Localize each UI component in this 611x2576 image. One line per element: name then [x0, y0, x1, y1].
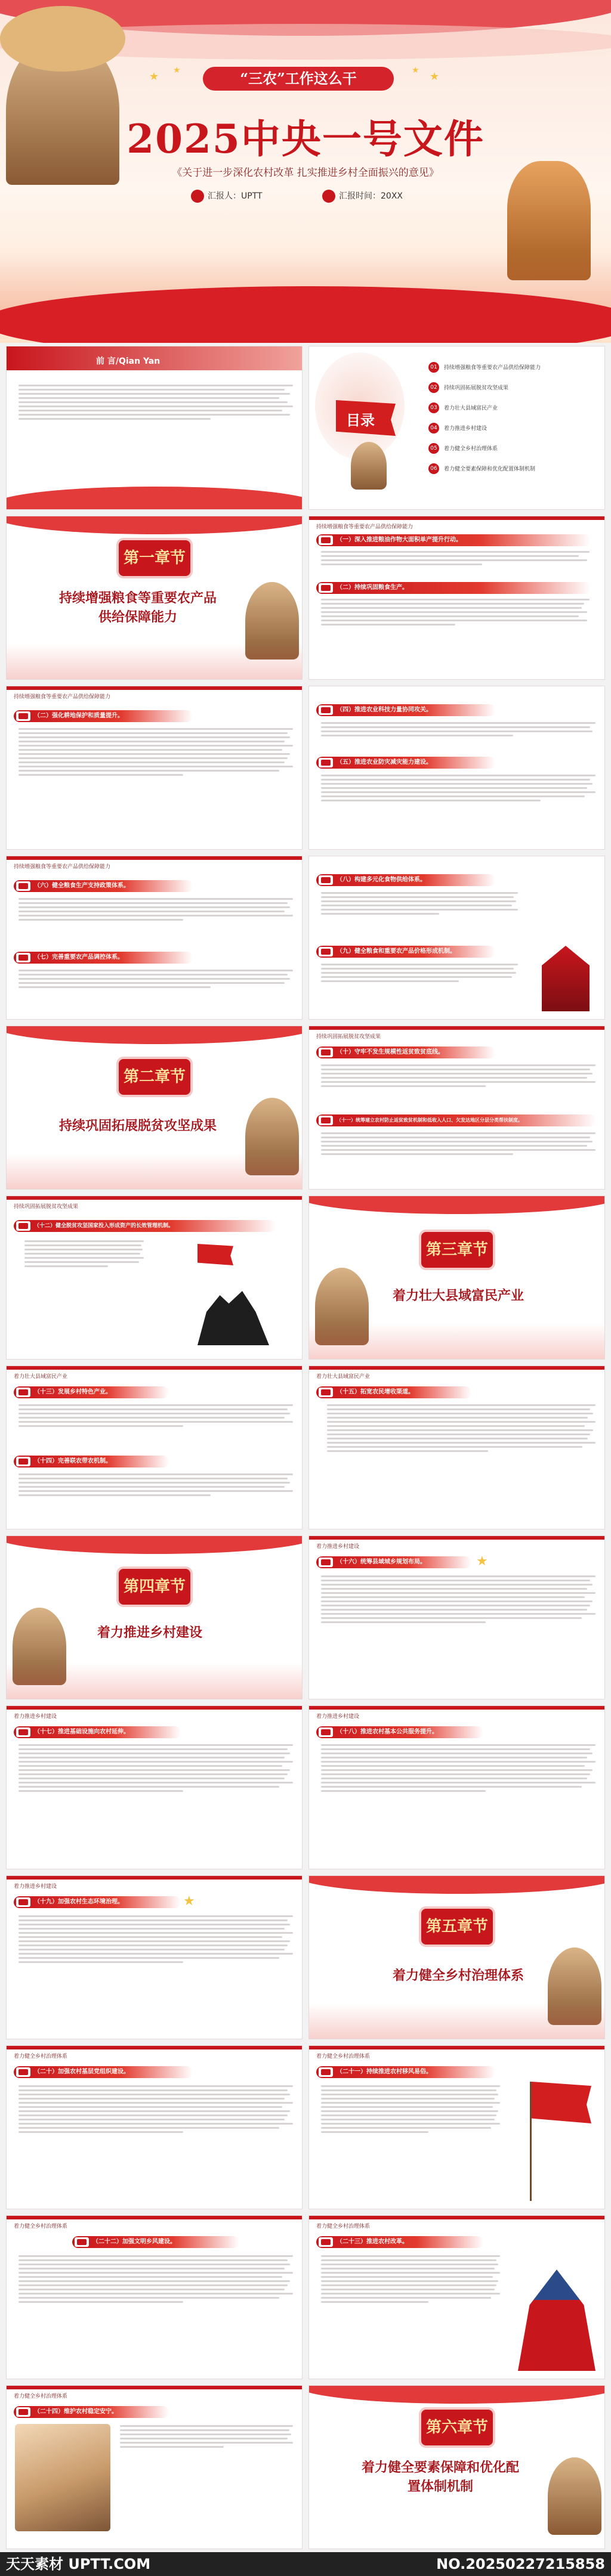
chapter2-title: 持续巩固拓展脱贫攻坚成果	[58, 1118, 217, 1134]
section-heading: （十一）统筹建立农村防止返贫致贫机制和低收入人口、欠发达地区分层分类帮扶制度。	[316, 1114, 597, 1126]
section-text	[321, 596, 590, 628]
toc-item[interactable]: 03 着力壮大县域富民产业	[428, 400, 595, 420]
toc-item[interactable]: 04 着力推进乡村建设	[428, 420, 595, 441]
chapter1-content-slide-3	[308, 686, 605, 850]
star-icon: ★	[412, 66, 419, 75]
slide-header: 持续增强粮食等重要农产品供给保障能力	[14, 864, 111, 870]
city-skyline	[7, 1663, 303, 1699]
report-date: 汇报时间：20XX	[322, 190, 403, 203]
city-skyline	[309, 1323, 605, 1359]
section-text	[18, 896, 293, 923]
section-text	[321, 2083, 500, 2135]
chapter5-content-slide-5	[6, 2385, 303, 2549]
chapter2-content-slide-2	[6, 1196, 303, 1360]
section-heading: （十三）发展乡村特色产业。	[14, 1386, 169, 1398]
preface-text	[18, 382, 293, 422]
top-wave	[308, 2385, 605, 2404]
bottom-ribbon	[0, 286, 611, 343]
section-heading: （十五）拓宽农民增收渠道。	[316, 1386, 471, 1398]
section-text	[321, 549, 590, 568]
section-text	[321, 772, 595, 804]
chapter6-title-line1: 着力健全要素保障和优化配	[361, 2460, 519, 2475]
chapter4-title: 着力推进乡村建设	[97, 1625, 202, 1640]
section-text	[321, 1130, 595, 1157]
section-text	[18, 1742, 293, 1794]
section-text	[18, 1471, 293, 1498]
star-icon: ★	[183, 1894, 195, 1909]
section-heading: （十）守牢不发生规模性返贫致贫底线。	[316, 1046, 495, 1058]
farmer-illustration	[548, 2457, 601, 2535]
city-skyline	[7, 1153, 303, 1189]
chapter4-content-slide-3	[308, 1705, 605, 1869]
top-wave	[308, 1875, 605, 1894]
flag-illustration	[532, 2082, 591, 2123]
cover-capsule: “三农”工作这么干	[203, 67, 394, 91]
section-heading: （十七）推进基础设施向农村延伸。	[14, 1726, 181, 1738]
chapter1-title-line2: 供给保障能力	[98, 609, 177, 625]
slide-header: 着力壮大县域富民产业	[14, 1374, 68, 1380]
chapter1-content-slide-2	[6, 686, 303, 850]
section-heading: （十六）统筹县域城乡规划布局。	[316, 1556, 471, 1568]
chapter1-content-slide-5	[308, 856, 605, 1020]
chapter1-title-slide	[6, 516, 303, 680]
section-text	[18, 2083, 293, 2135]
section-text	[321, 1573, 595, 1626]
site-watermark: 天天素材 UPTT.COM	[6, 2556, 151, 2572]
header-bar	[7, 2046, 302, 2049]
cover-slide	[0, 0, 611, 343]
slide-header: 着力推进乡村建设	[316, 1714, 360, 1720]
chapter3-title: 着力壮大县域富民产业	[392, 1288, 524, 1304]
chapter3-badge: 第三章节	[421, 1232, 493, 1268]
section-text	[18, 2253, 293, 2305]
chapter4-content-slide-1	[308, 1535, 605, 1699]
statue-photo	[15, 2424, 110, 2531]
chapter5-badge: 第五章节	[421, 1909, 493, 1945]
chapter5-content-slide-2	[308, 2045, 605, 2209]
section-heading: （二十四）维护农村稳定安宁。	[14, 2406, 169, 2418]
cover-title: 2025中央一号文件	[126, 116, 485, 162]
header-bar	[7, 1876, 302, 1880]
chapter5-title-slide	[308, 1875, 605, 2039]
city-skyline	[7, 643, 303, 679]
top-wave	[6, 516, 303, 534]
chapter1-content-slide-1	[308, 516, 605, 680]
section-heading: （八）构建多元化食物供给体系。	[316, 874, 495, 886]
top-wave	[6, 1026, 303, 1044]
temple-of-heaven-illustration	[518, 2270, 595, 2371]
slide-header: 着力推进乡村建设	[316, 1544, 360, 1550]
chapter1-badge: 第一章节	[119, 540, 190, 576]
header-bar	[309, 2046, 604, 2049]
toc-slide	[308, 346, 605, 510]
clock-icon	[322, 190, 335, 203]
city-skyline	[309, 2003, 605, 2039]
header-bar	[309, 1706, 604, 1710]
reporter: 汇报人：UPTT	[191, 190, 263, 203]
section-heading: （二）强化耕地保护和质量提升。	[14, 710, 193, 722]
section-heading: （四）推进农业科技力量协同攻关。	[316, 704, 495, 716]
header-bar	[7, 1196, 302, 1200]
chapter5-content-slide-1	[6, 2045, 303, 2209]
section-text	[321, 2253, 500, 2305]
slide-header: 着力健全乡村治理体系	[14, 2394, 68, 2399]
section-text	[321, 720, 595, 739]
section-heading: （一）深入推进粮油作物大面积单产提升行动。	[316, 534, 591, 546]
slide-header: 着力壮大县域富民产业	[316, 1374, 371, 1380]
chapter2-content-slide-1	[308, 1026, 605, 1190]
flag-pole	[530, 2082, 532, 2201]
slide-header: 着力推进乡村建设	[14, 1884, 57, 1890]
section-text	[321, 890, 518, 917]
footer-wave	[6, 487, 303, 510]
watermark-footer	[0, 2552, 611, 2576]
preface-heading: 前 言/Qian Yan	[96, 357, 161, 366]
user-icon	[191, 190, 204, 203]
chapter1-content-slide-4	[6, 856, 303, 1020]
toc-list	[428, 360, 595, 481]
header-bar	[7, 1366, 302, 1370]
toc-item[interactable]: 01 持续增强粮食等重要农产品供给保障能力	[428, 360, 595, 380]
toc-item[interactable]: 06 着力健全要素保障和优化配置体制机制	[428, 461, 595, 481]
section-heading: （十八）推进农村基本公共服务提升。	[316, 1726, 483, 1738]
star-icon: ★	[173, 66, 181, 75]
star-icon: ★	[476, 1554, 488, 1569]
section-heading: （二十）加强农村基层党组织建设。	[14, 2066, 193, 2078]
chapter4-content-slide-4	[6, 1875, 303, 2039]
chapter5-content-slide-4	[308, 2215, 605, 2379]
top-wave	[308, 1196, 605, 1214]
slide-header: 着力健全乡村治理体系	[316, 2054, 371, 2060]
item-number: NO.20250227215858	[436, 2556, 605, 2572]
slide-header: 着力健全乡村治理体系	[14, 2054, 68, 2060]
temple-illustration	[536, 946, 595, 1011]
chapter6-title-line2: 置体制机制	[407, 2479, 473, 2494]
section-heading: （二十一）持续推进农村移风易俗。	[316, 2066, 495, 2078]
section-heading: （十九）加强农村生态环境治理。	[14, 1896, 181, 1908]
section-heading: （六）健全粮食生产支持政策体系。	[14, 880, 193, 892]
star-icon: ★	[149, 70, 159, 83]
header-bar	[7, 2386, 302, 2389]
chapter4-badge: 第四章节	[119, 1569, 190, 1605]
chapter4-content-slide-2	[6, 1705, 303, 1869]
chapter1-title-line1: 持续增强粮食等重要农产品	[58, 590, 217, 606]
section-heading: （二十三）推进农村改革。	[316, 2236, 483, 2248]
section-heading: （七）完善重要农产品调控体系。	[14, 952, 193, 964]
slide-header: 持续增强粮食等重要农产品供给保障能力	[316, 524, 413, 530]
section-text	[24, 1238, 144, 1270]
chapter2-badge: 第二章节	[119, 1059, 190, 1095]
slide-header: 持续巩固拓展脱贫攻坚成果	[316, 1034, 381, 1040]
straw-hat	[0, 6, 125, 72]
section-heading: （二十二）加强文明乡风建设。	[72, 2236, 239, 2248]
farmer-illustration	[351, 442, 387, 490]
header-bar	[309, 516, 604, 520]
header-bar	[309, 1536, 604, 1540]
chapter5-title: 着力健全乡村治理体系	[392, 1968, 524, 1983]
section-text	[18, 1402, 293, 1429]
preface-slide	[6, 346, 303, 510]
header-bar	[7, 2216, 302, 2219]
toc-item[interactable]: 02 持续巩固拓展脱贫攻坚成果	[428, 380, 595, 400]
section-text	[120, 2423, 293, 2450]
chapter6-title-slide	[308, 2385, 605, 2549]
slide-header: 着力推进乡村建设	[14, 1714, 57, 1720]
section-heading: （五）推进农业防灾减灾能力建设。	[316, 757, 495, 769]
toc-label: 目录	[346, 411, 375, 429]
monument-silhouette	[180, 1262, 269, 1345]
header-bar	[309, 1366, 604, 1370]
section-heading: （十四）完善联农带农机制。	[14, 1456, 169, 1467]
section-text	[18, 1913, 293, 1965]
section-text	[321, 1062, 595, 1089]
slide-header: 持续增强粮食等重要农产品供给保障能力	[14, 694, 111, 700]
section-heading: （二）持续巩固粮食生产。	[316, 582, 591, 594]
chapter3-content-slide-1	[6, 1366, 303, 1530]
slide-header: 持续巩固拓展脱贫攻坚成果	[14, 1204, 79, 1210]
chapter3-content-slide-2	[308, 1366, 605, 1530]
chapter3-title-slide	[308, 1196, 605, 1360]
section-heading: （十二）健全脱贫攻坚国家投入形成资产的长效管理机制。	[14, 1220, 276, 1232]
toc-item[interactable]: 05 着力健全乡村治理体系	[428, 441, 595, 461]
header-bar	[7, 686, 302, 690]
header-bar	[7, 856, 302, 860]
section-text	[321, 1742, 595, 1794]
section-text	[321, 961, 518, 984]
star-icon: ★	[430, 70, 440, 83]
slide-header: 着力健全乡村治理体系	[14, 2224, 68, 2230]
header-bar	[309, 1026, 604, 1030]
chapter5-content-slide-3	[6, 2215, 303, 2379]
header-bar	[7, 1706, 302, 1710]
section-text	[327, 1402, 595, 1454]
chapter4-title-slide	[6, 1535, 303, 1699]
slide-header: 着力健全乡村治理体系	[316, 2224, 371, 2230]
chapter2-title-slide	[6, 1026, 303, 1190]
section-text	[18, 726, 293, 778]
top-wave	[6, 1535, 303, 1554]
flag-illustration	[198, 1244, 233, 1265]
header-bar	[309, 2216, 604, 2219]
cover-subtitle: 《关于进一步深化农村改革 扎实推进乡村全面振兴的意见》	[172, 167, 439, 179]
section-heading: （九）健全粮食和重要农产品价格形成机制。	[316, 946, 495, 958]
chapter6-badge: 第六章节	[421, 2410, 493, 2445]
section-text	[18, 967, 293, 990]
